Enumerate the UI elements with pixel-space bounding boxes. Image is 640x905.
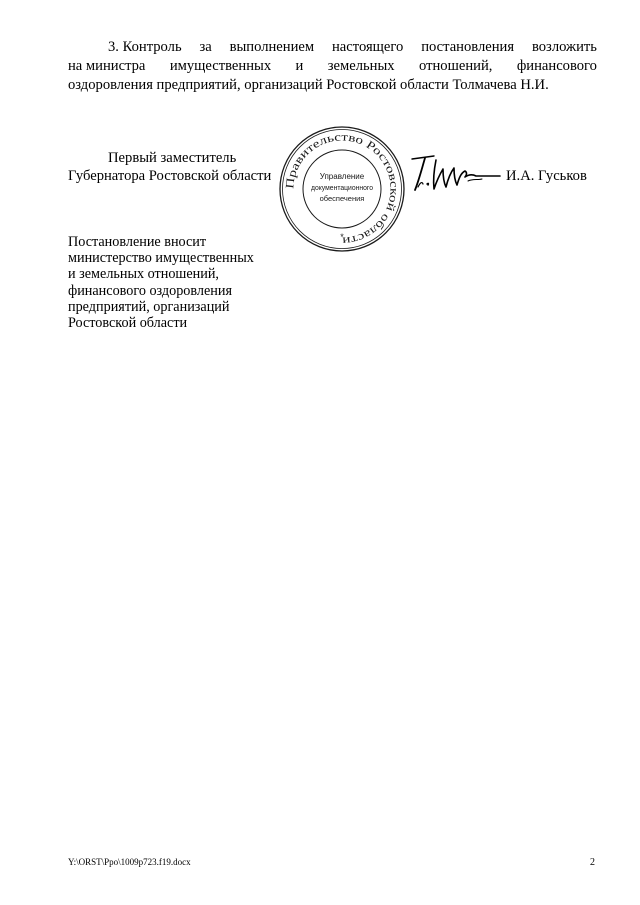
- paragraph-word: и: [295, 58, 304, 74]
- signatory-title-line-2: Губернатора Ростовской области: [68, 168, 272, 184]
- paragraph-word: постановления: [421, 39, 515, 55]
- signatory-title-line-1: Первый заместитель: [108, 150, 237, 166]
- official-seal: [278, 125, 406, 253]
- paragraph-word: 3. Контроль: [108, 39, 182, 55]
- paragraph-word: финансового: [516, 58, 597, 74]
- signer-name: И.А. Гуськов: [506, 168, 587, 184]
- paragraph-line-3: [68, 76, 597, 95]
- paragraph-word: оздоровления предприятий, организаций Ростовской области Толмачева Н.И.: [68, 77, 549, 93]
- note-line: министерство имущественных: [68, 250, 254, 267]
- paragraph-line-1: [68, 38, 597, 57]
- note-line: Ростовской области: [68, 315, 188, 332]
- note-line: предприятий, организаций: [68, 298, 230, 315]
- signatory-title: [68, 149, 271, 185]
- note-line: финансового оздоровления: [68, 282, 233, 299]
- control-paragraph: [68, 38, 597, 95]
- footer-page-number: 2: [590, 857, 595, 868]
- paragraph-word: выполнением: [229, 39, 315, 55]
- handwritten-signature: [410, 150, 502, 196]
- seal-inner-line-3: обеспечения: [319, 194, 365, 203]
- paragraph-word: настоящего: [332, 39, 404, 55]
- paragraph-word: возложить: [531, 39, 597, 55]
- submitter-note: [68, 234, 254, 331]
- note-line: и земельных отношений,: [68, 266, 219, 283]
- paragraph-word: имущественных: [169, 58, 272, 74]
- footer-file-path: Y:\ORST\Ppo\1009p723.f19.docx: [68, 857, 191, 867]
- paragraph-word: за: [199, 39, 212, 55]
- seal-outer-text-path: Правительство Ростовской области: [284, 131, 400, 247]
- note-line: Постановление вносит: [68, 234, 207, 250]
- paragraph-line-2: [68, 57, 597, 76]
- paragraph-word: на министра: [68, 58, 146, 74]
- seal-star: *: [340, 232, 344, 242]
- seal-inner-line-2: документационного: [311, 185, 374, 192]
- seal-inner-line-1: Управление: [319, 172, 365, 181]
- signature-strokes: [412, 156, 500, 190]
- paragraph-word: земельных: [327, 58, 395, 74]
- paragraph-word: отношений,: [419, 58, 493, 74]
